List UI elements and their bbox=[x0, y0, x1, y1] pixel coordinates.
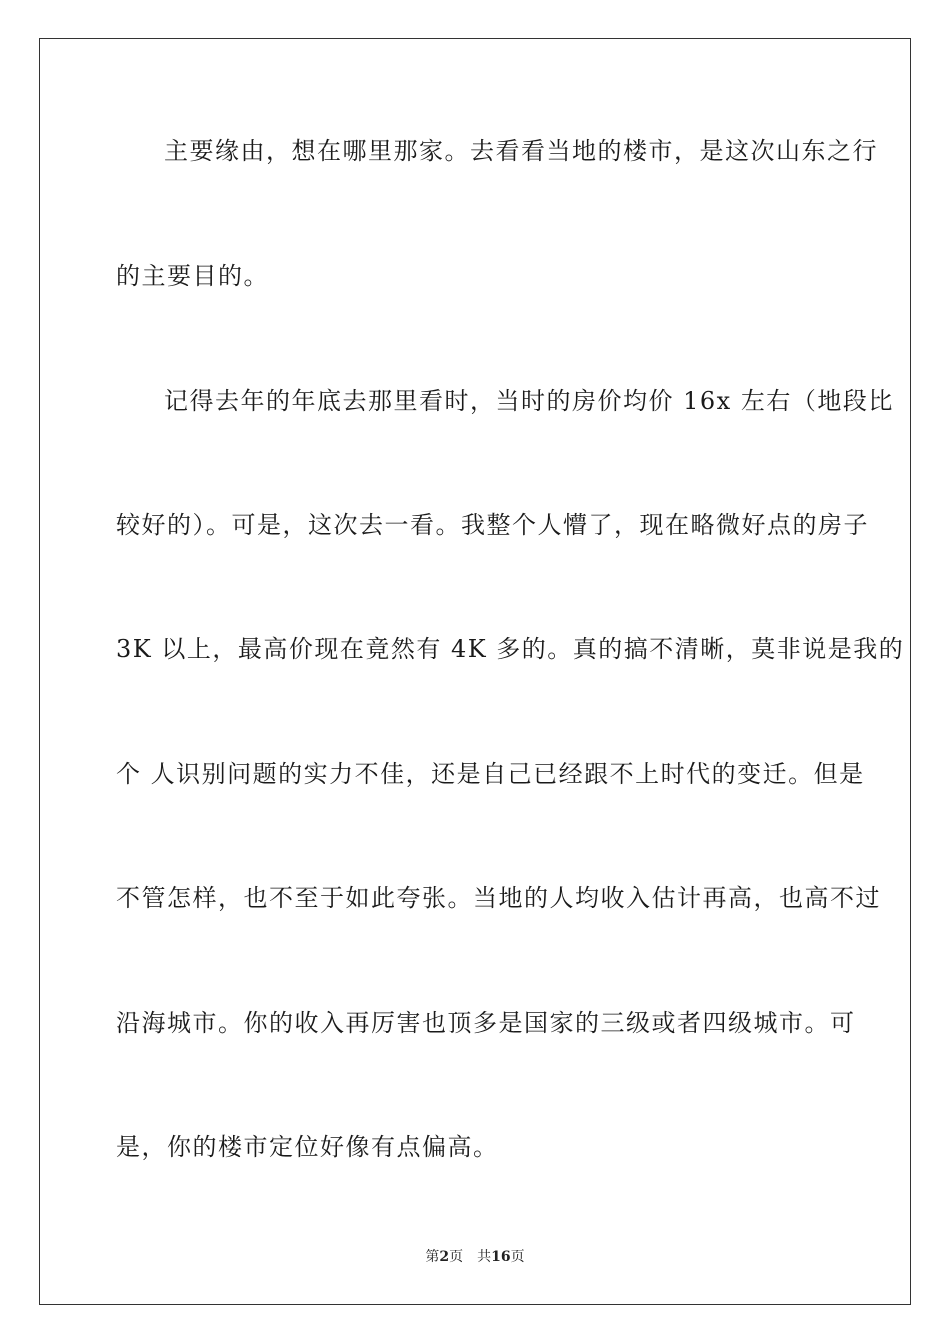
page-prefix: 第 bbox=[425, 1249, 440, 1265]
body-text-line: 个 人识别问题的实力不佳，还是自己已经跟不上时代的变迁。但是 bbox=[116, 760, 865, 788]
page-footer bbox=[0, 1248, 950, 1266]
body-text-line: 是，你的楼市定位好像有点偏高。 bbox=[116, 1133, 499, 1161]
body-text-line: 不管怎样，也不至于如此夸张。当地的人均收入估计再高，也高不过 bbox=[116, 884, 881, 912]
body-text-line: 的主要目的。 bbox=[116, 262, 269, 290]
body-text-line: 沿海城市。你的收入再厉害也顶多是国家的三级或者四级城市。可 bbox=[116, 1009, 856, 1037]
body-text-line: 记得去年的年底去那里看时，当时的房价均价 16x 左右（地段比 bbox=[164, 387, 894, 415]
total-page-number: 16 bbox=[491, 1249, 511, 1265]
page-suffix: 页 bbox=[449, 1249, 464, 1265]
body-text-line: 较好的）。可是，这次去一看。我整个人懵了，现在略微好点的房子 bbox=[116, 511, 869, 539]
body-text-line: 主要缘由，想在哪里那家。去看看当地的楼市，是这次山东之行 bbox=[164, 137, 878, 165]
current-page-number: 2 bbox=[439, 1249, 450, 1265]
total-prefix: 共 bbox=[477, 1249, 492, 1265]
body-text-line: 3K 以上，最高价现在竟然有 4K 多的。真的搞不清晰，莫非说是我的 bbox=[116, 635, 905, 663]
total-suffix: 页 bbox=[510, 1249, 525, 1265]
page-border bbox=[39, 38, 911, 1305]
